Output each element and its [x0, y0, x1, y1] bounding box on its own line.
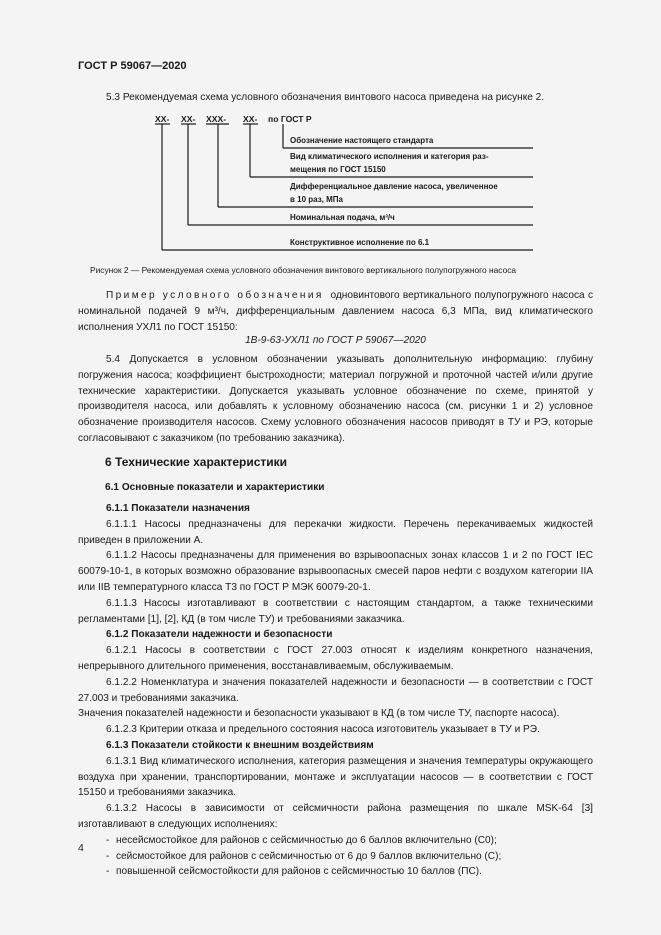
list-item: - несейсмостойкое для районов с сейсмичностью до 6 баллов включительно (С0);	[106, 833, 593, 849]
paragraph-6-1-1-3: 6.1.1.3 Насосы изготавливают в соответствии с настоящим стандартом, а также техническими регламентами [1], [2], КД (в том числе ТУ) и требованиями заказчика.	[78, 597, 593, 625]
code-flow: ХХ-	[181, 114, 196, 124]
example-text: одновинтового вертикального полупогружного насоса с номинальной подачей 9 м³/ч, дифференциальным давлением насоса 6,3 МПа, вид климатического исполнения УХЛ1 по ГОСТ 15150:	[78, 290, 593, 333]
label-standard: Обозначение настоящего стандарта	[290, 136, 434, 145]
paragraph-6-1-1-1: 6.1.1.1 Насосы предназначены для перекачки жидкости. Перечень перекачиваемых жидкостей приведен в приложении А.	[78, 518, 593, 546]
paragraph-6-1-3-2: 6.1.3.2 Насосы в зависимости от сейсмичности района размещения по шкале MSK-64 [3] изготавливают в следующих исполнениях:	[78, 803, 593, 830]
section-6-1-body	[78, 501, 593, 880]
example-label: Пример условного обозначения	[106, 290, 324, 301]
section-6-title: 6 Технические характеристики	[105, 455, 288, 469]
label-climate-line2: мещения по ГОСТ 15150	[290, 165, 386, 174]
paragraph-6-1-2-1: 6.1.2.1 Насосы в соответствии с ГОСТ 27.003 относят к изделиям конкретного назначения, непрерывного длительного применения, восстанавливаемым, обслуживаемым.	[78, 645, 593, 672]
code-pressure: ХХХ-	[206, 114, 227, 124]
label-pressure-line2: в 10 раз, МПа	[290, 195, 343, 204]
designation-scheme-diagram	[0, 0, 661, 265]
section-6-1-2-title: 6.1.2 Показатели надежности и безопасности	[106, 629, 333, 641]
label-climate-line1: Вид климатического исполнения и категория раз-	[290, 152, 489, 161]
section-6-1-3-title: 6.1.3 Показатели стойкости к внешним воздействиям	[106, 739, 374, 751]
section-6-1-title: 6.1 Основные показатели и характеристики	[105, 482, 325, 493]
code-climate: ХХ-	[243, 114, 258, 124]
label-pressure-line1: Дифференциальное давление насоса, увеличенное	[290, 182, 498, 191]
paragraph-6-1-2-2: 6.1.2.2 Номенклатура и значения показателей надежности и безопасности — в соответствии с ГОСТ 27.003 и требованиями заказчика.	[78, 676, 593, 704]
example-designation: 1В-9-63-УХЛ1 по ГОСТ Р 59067—2020	[245, 335, 426, 346]
paragraph-5-3: 5.3 Рекомендуемая схема условного обозначения винтового насоса приведена на рисунке 2.	[106, 92, 545, 103]
list-item: - сейсмостойкое для районов с сейсмичностью от 6 до 9 баллов включительно (С);	[106, 849, 593, 865]
page-number: 4	[78, 842, 84, 854]
example-paragraph	[78, 288, 593, 335]
figure-caption: Рисунок 2 — Рекомендуемая схема условного обозначения винтового вертикального полупогружного насоса	[90, 265, 517, 275]
list-item: - повышенной сейсмостойкости для районов с сейсмичностью 10 баллов (ПС).	[106, 864, 593, 880]
section-6-1-1-title: 6.1.1 Показатели назначения	[106, 503, 250, 514]
paragraph-6-1-2-2-note: Значения показателей надежности и безопасности указывают в КД (в том числе ТУ, паспорте насоса).	[78, 708, 560, 720]
label-flow: Номинальная подача, м³/ч	[290, 213, 395, 222]
paragraph-6-1-1-2: 6.1.1.2 Насосы предназначены для применения во взрывоопасных зонах классов 1 и 2 по ГОСТ IEC 60079-10-1, в которых возможно образование взрывоопасных смесей паров нефти с воздухом категории IIA или IIB температурного класса Т3 по ГОСТ Р МЭК 60079-20-1.	[78, 550, 593, 593]
code-standard: по ГОСТ Р	[268, 114, 312, 124]
paragraph-6-1-2-3: 6.1.2.3 Критерии отказа и предельного состояния насоса изготовитель указывает в ТУ и РЭ.	[106, 724, 540, 736]
seismic-list	[78, 833, 593, 880]
code-design: ХХ-	[155, 114, 170, 124]
label-design: Конструктивное исполнение по 6.1	[290, 238, 430, 247]
paragraph-5-4: 5.4 Допускается в условном обозначении указывать дополнительную информацию: глубину погружения насоса; коэффициент быстроходности; материал погружной и проточной частей и/или другие технические характеристики. Допускается указывать условное обозначение по схеме, принятой у производителя насоса, или добавлять к условному обозначению насоса (см. рисунки 1 и 2) условное обозначение производителя насосов. Схему условного обозначения насосов приводят в ТУ и РЭ, которые согласовывают с заказчиком (по требованию заказчика).	[78, 354, 593, 444]
paragraph-6-1-3-1: 6.1.3.1 Вид климатического исполнения, категория размещения и значения температуры окружающего воздуха при хранении, транспортировании, монтаже и эксплуатации насосов — в соответствии с ГОСТ 15150 и требованиями заказчика.	[78, 755, 593, 799]
document-header: ГОСТ Р 59067—2020	[78, 60, 187, 72]
